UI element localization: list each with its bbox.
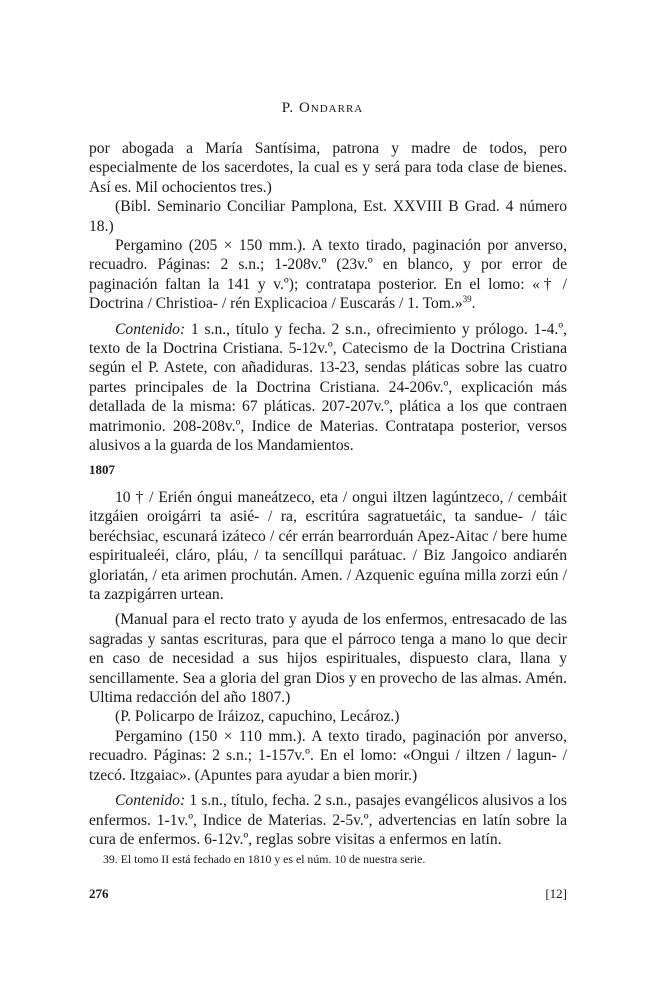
page-number: 276 [89,886,109,901]
contents-paragraph-2 [89,791,567,849]
section-2-body [89,488,567,849]
contents-text: 1 s.n., título y fecha. 2 s.n., ofrecimiento y prólogo. 1-4.º, texto de la Doctrina Cristiana. 5-12v.º, Catecismo de la Doctrina Cristiana según el P. Astete, con añadiduras. 13-23, sendas pláticas sobre las cuatro partes principales de la Doctrina Cristiana. 24-206v.º, explicación más detallada de la misma: 67 pláticas. 207-207v.º, plática a los que contraen matrimonio. 208-208v.º, Indice de Materias. Contratapa posterior, versos alusivos a la guarda de los Mandamientos. [89,320,567,455]
entry-heading-1807: 1807 [89,462,115,477]
contents-label-2: Contenido: [115,792,186,810]
footnote-ref: 39 [462,294,472,305]
author-reference: (P. Policarpo de Iráizoz, capuchino, Lecároz.) [115,708,400,726]
bracket-number: [12] [545,886,567,901]
section-1-body [89,139,567,456]
author-initial: P. [281,100,295,116]
continued-paragraph: por abogada a María Santísima, patrona y madre de todos, pero especialmente de los sacerdotes, la cual es y será para toda clase de bienes. Así es. Mil ochocientos tres.) [89,140,567,196]
basque-title: 10 † / Erién óngui maneátzeco, eta / ongui iltzen lagúntzeco, / cembáit itzgáien oroigárri ta asié- / ra, escritúra sagratuetáic, ta sandue- / táic beréchsiac, escunará izáteco / cér errán bearrorduán Apez-Aitac / bere hume espiritualeéi, cláro, pláu, / ta sencíllqui parátuac. / Biz Jangoico andiarén gloriatán, / eta arimen prochután. Amen. / Azquenic eguína milla zorzi eún / ta zazpigárren urtean. [89,489,567,604]
contents-text-2: 1 s.n., título, fecha. 2 s.n., pasajes evangélicos alusivos a los enfermos. 1-1v.º, Indice de Materias. 2-5v.º, advertencias en latín sobre la cura de enfermos. 6-12v.º, reglas sobre visitas a enfermos en latín. [89,792,567,848]
running-head [0,100,645,117]
physical-description [89,236,567,314]
author-name: Ondarra [298,100,364,116]
physical-description-2: Pergamino (150 × 110 mm.). A texto tirado, paginación por anverso, recuadro. Páginas: 2 s.n.; 1-157v.º. En el lomo: «Ongui / iltzen / lagun- / tzecó. Itzgaiac». (Apuntes para ayudar a bien morir.) [89,727,567,784]
physical-description-text: Pergamino (205 × 150 mm.). A texto tirado, paginación por anverso, recuadro. Páginas: 2 s.n.; 1-208v.º (23v.º en blanco, y por error de paginación faltan la 141 y v.º); contratapa posterior. En el lomo: «† / Doctrina / Christioa- / rén Explicacioa / Euscarás / 1. Tom.» [89,237,567,313]
footnote: 39. El tomo II está fechado en 1810 y es el núm. 10 de nuestra serie. [103,852,426,866]
physical-description-end: . [471,295,476,313]
library-reference: (Bibl. Seminario Conciliar Pamplona, Est. XXVIII B Grad. 4 número 18.) [89,198,567,235]
contents-label: Contenido: [115,320,186,338]
spanish-translation: (Manual para el recto trato y ayuda de los enfermos, entresacado de las sagradas y santas escrituras, para que el párroco tenga a mano lo que decir en caso de necesidad a sus hijos espirituales, dispuesto clara, llana y sencillamente. Sea a gloria del gran Dios y en provecho de las almas. Amén. Ultima redacción del año 1807.) [89,611,567,707]
contents-paragraph [89,320,567,456]
